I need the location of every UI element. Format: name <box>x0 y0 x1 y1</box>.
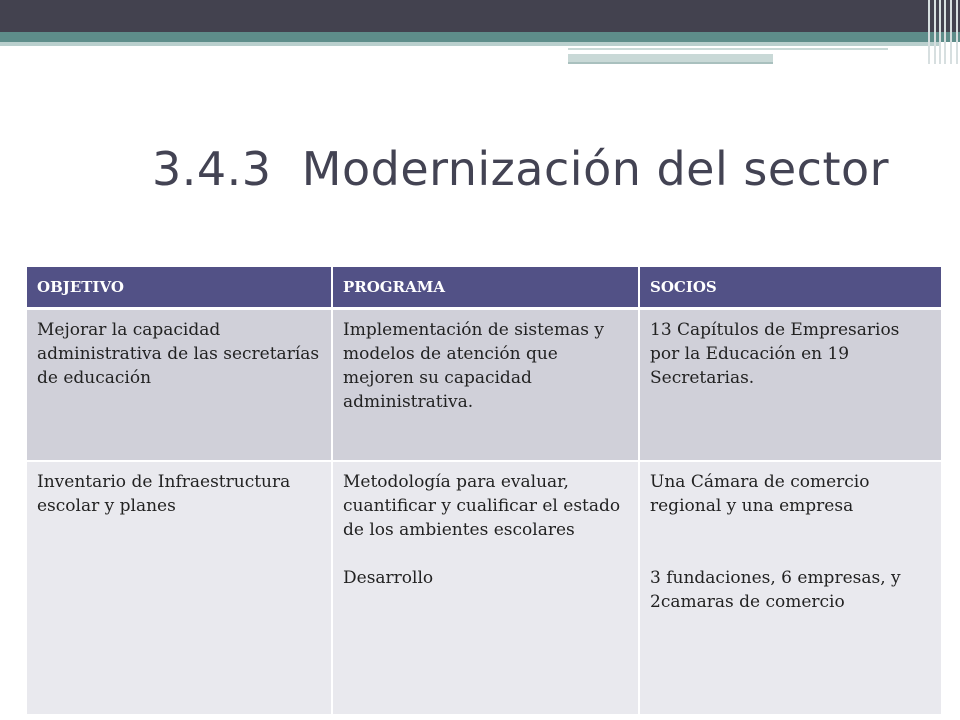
column-header-socios: SOCIOS <box>639 267 942 309</box>
decorative-line <box>568 62 773 64</box>
cell-text: Implementación de sistemas y modelos de atención que mejoren su capacidad administrativa. <box>343 320 604 412</box>
table-row <box>27 309 942 462</box>
slide-title: 3.4.3 Modernización del sector <box>152 142 890 196</box>
cell-text: Metodología para evaluar, cuantificar y cualificar el estado de los ambientes escolares <box>343 472 621 540</box>
cell-text: Mejorar la capacidad administrativa de las secretarías de educación <box>37 320 320 388</box>
cell-programa <box>332 309 639 462</box>
cell-programa <box>332 461 639 715</box>
cell-objetivo <box>27 309 332 462</box>
column-header-objetivo: OBJETIVO <box>27 267 332 309</box>
cell-text: Una Cámara de comercio regional y una empresa <box>650 472 870 516</box>
table-header-row <box>27 267 942 309</box>
header-band <box>0 0 960 32</box>
decorative-line <box>0 42 940 46</box>
header-accent-stripe <box>0 32 960 42</box>
cell-text-extra: 3 fundaciones, 6 empresas, y 2camaras de comercio <box>650 568 901 612</box>
program-table <box>27 267 943 716</box>
cell-socios <box>639 309 942 462</box>
corner-decoration <box>926 0 960 66</box>
cell-text: 13 Capítulos de Empresarios por la Educación en 19 Secretarias. <box>650 320 900 388</box>
header-decorative-lines <box>0 42 960 66</box>
cell-socios <box>639 461 942 715</box>
table-row <box>27 461 942 715</box>
decorative-line <box>568 48 888 50</box>
cell-text: Inventario de Infraestructura escolar y planes <box>37 472 291 516</box>
cell-text-extra: Desarrollo <box>343 568 434 588</box>
column-header-programa: PROGRAMA <box>332 267 639 309</box>
cell-objetivo <box>27 461 332 715</box>
